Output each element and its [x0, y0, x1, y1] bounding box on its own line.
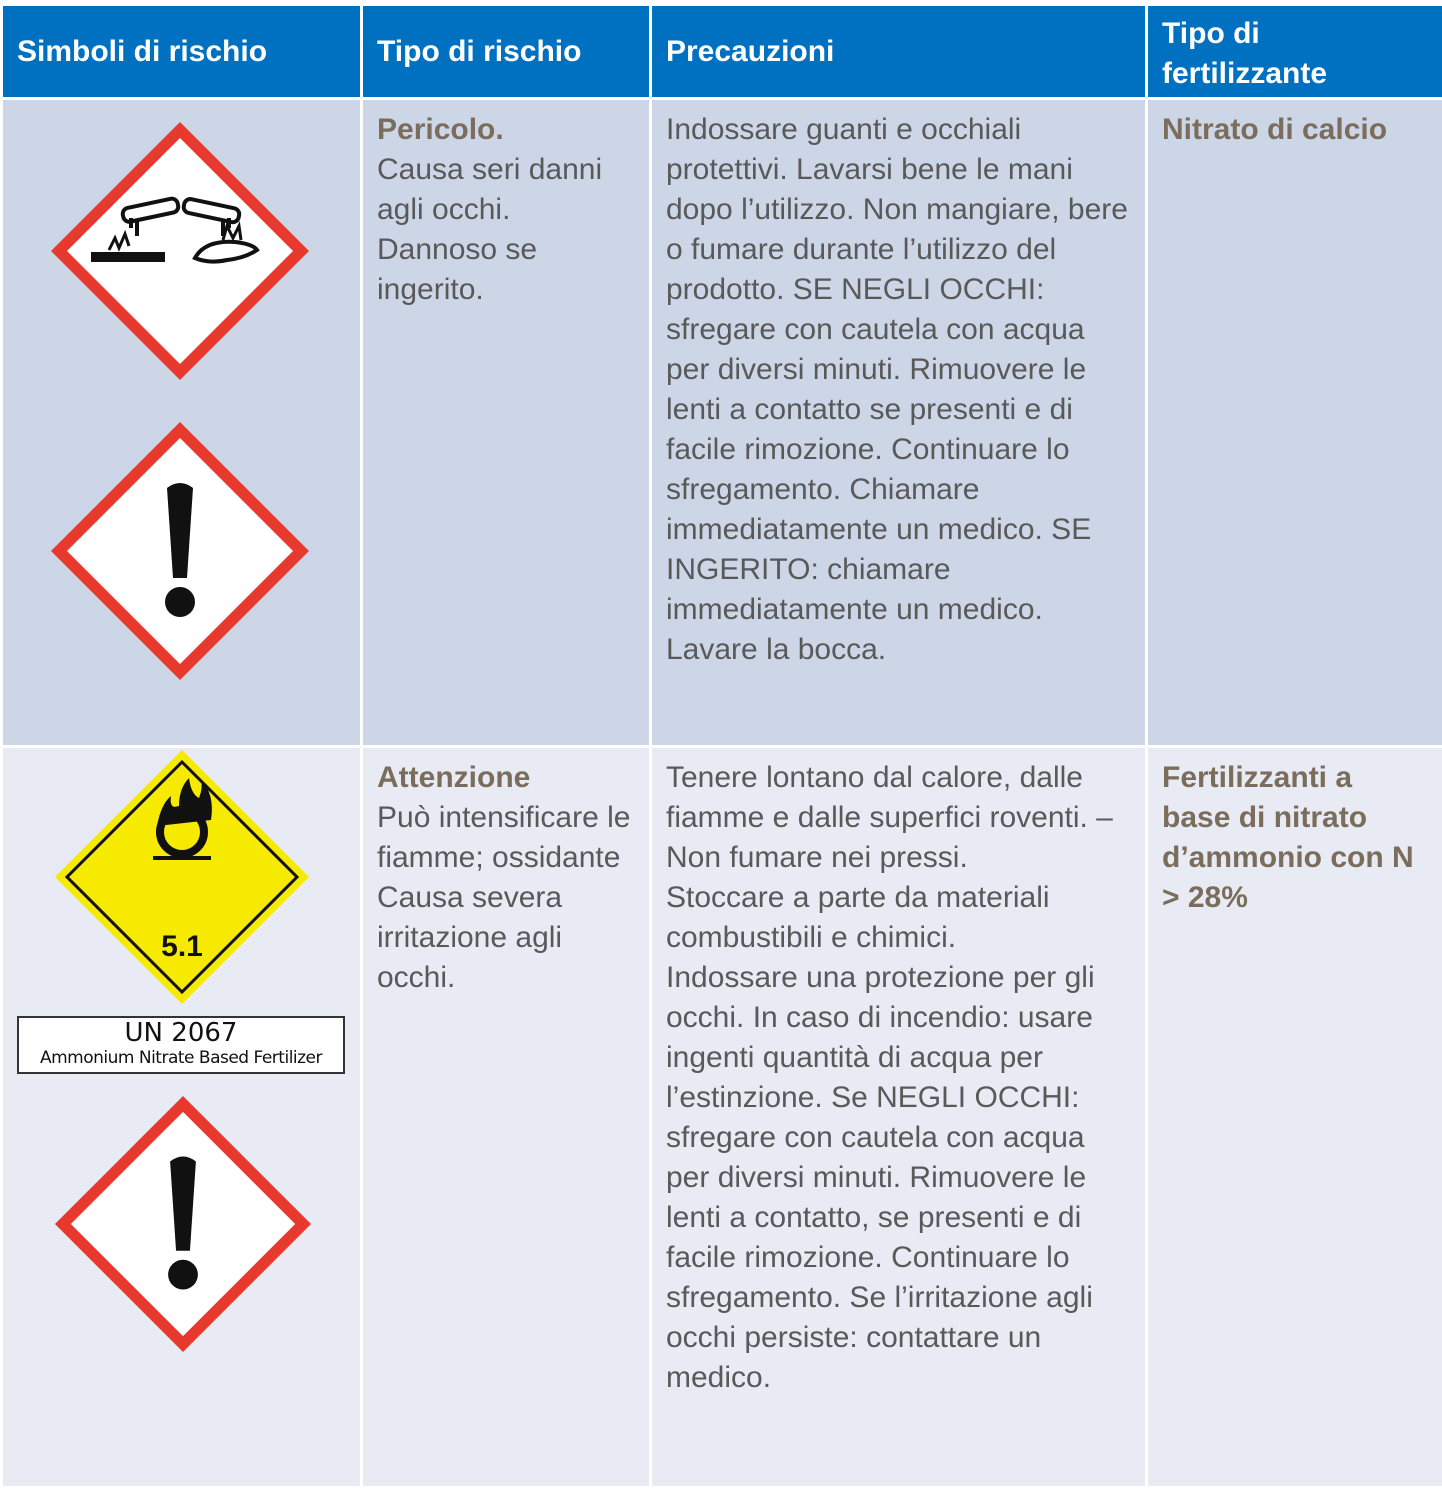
risk-title: Pericolo. [377, 113, 504, 146]
precautions-line: Indossare una protezione per gli occhi. In caso di incendio: usare ingenti quantità di acqua per l’estinzione. Se NEGLI OCCHI: sfregare con cautela con acqua per diversi minuti. Rimuovere le lenti a contatto, se presenti e di facile rimozione. Continuare lo sfregamento. Se l’irritazione agli occhi persiste: contattare un medico. [666, 961, 1095, 1394]
symbols-cell [2, 99, 362, 747]
un-number: UN 2067 [124, 1018, 238, 1048]
header-row [2, 5, 1442, 99]
fertilizer-name: Nitrato di calcio [1162, 113, 1388, 146]
risk-text: Causa seri danni agli occhi. Dannoso se ingerito. [377, 153, 603, 306]
precautions-line: Tenere lontano dal calore, dalle fiamme e dalle superfici roventi. – Non fumare nei pressi. [666, 761, 1113, 874]
header-risk-type: Tipo di rischio [362, 5, 651, 99]
fertilizer-cell [1147, 99, 1442, 747]
corrosive-icon [47, 118, 313, 384]
risk-text-line: Può intensificare le fiamme; ossidante [377, 801, 631, 874]
table-row [2, 99, 1442, 747]
header-symbols: Simboli di rischio [2, 5, 362, 99]
precautions-cell [651, 747, 1147, 1488]
symbols-cell [2, 747, 362, 1488]
risk-type-cell [362, 747, 651, 1488]
un-description: Ammonium Nitrate Based Fertilizer [39, 1048, 323, 1068]
hazard-class-number: 5.1 [161, 930, 203, 963]
fertilizer-cell [1147, 747, 1442, 1488]
risk-text-line: Causa severa irritazione agli occhi. [377, 881, 563, 994]
oxidizer-icon [53, 748, 311, 1006]
table-row [2, 747, 1442, 1488]
fertilizer-name: Fertilizzanti a base di nitrato d’ammonio con N > 28% [1162, 761, 1414, 914]
risk-title: Attenzione [377, 761, 531, 794]
exclamation-icon [47, 418, 313, 684]
header-precautions: Precauzioni [651, 5, 1147, 99]
header-fertilizer-type: Tipo di fertilizzante [1147, 5, 1442, 99]
un-label [17, 1016, 345, 1074]
exclamation-icon [51, 1092, 315, 1356]
precautions-cell [651, 99, 1147, 747]
precautions-line: Stoccare a parte da materiali combustibili e chimici. [666, 881, 1050, 954]
hazard-table [0, 3, 1442, 1489]
risk-type-cell [362, 99, 651, 747]
precautions-text: Indossare guanti e occhiali protettivi. Lavarsi bene le mani dopo l’utilizzo. Non mangiare, bere o fumare durante l’utilizzo del prodotto. SE NEGLI OCCHI: sfregare con cautela con acqua per diversi minuti. Rimuovere le lenti a contatto se presenti e di facile rimozione. Continuare lo sfregamento. Chiamare immediatamente un medico. SE INGERITO: chiamare immediatamente un medico. Lavare la bocca. [666, 113, 1128, 666]
